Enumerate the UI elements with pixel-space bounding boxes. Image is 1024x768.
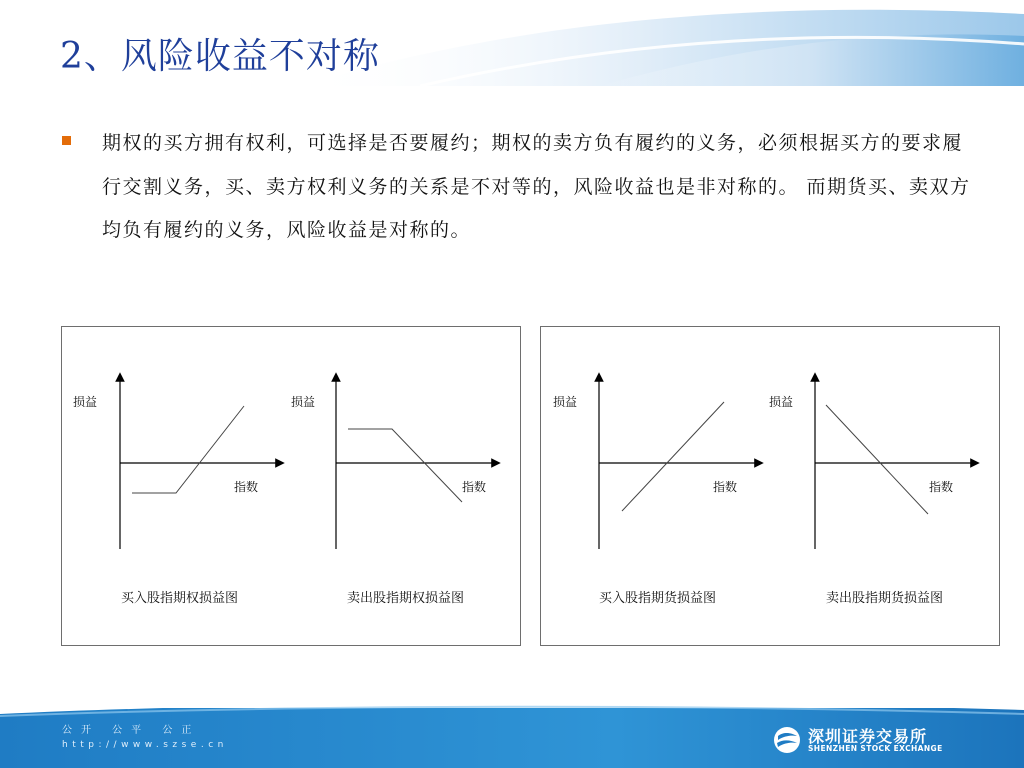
options-payoff-panel <box>61 326 521 646</box>
footer-url: http://www.szse.cn <box>62 740 228 750</box>
options-payoff-diagram <box>62 327 520 645</box>
buy-futures-chart <box>553 377 759 606</box>
futures-payoff-panel <box>540 326 1000 646</box>
slide-title: 2、风险收益不对称 <box>60 36 380 77</box>
sell-futures-chart <box>769 377 975 606</box>
payoff-line <box>622 402 724 511</box>
szse-logo-icon <box>772 725 802 755</box>
x-axis-label: 指数 <box>929 480 954 494</box>
y-axis-label: 损益 <box>291 395 316 409</box>
futures-payoff-diagram <box>541 327 999 645</box>
y-axis-label: 损益 <box>73 395 98 409</box>
body-paragraph: 期权的买方拥有权利，可选择是否要履约；期权的卖方负有履约的义务，必须根据买方的要求履行交割义务，买、卖方权利义务的关系是不对等的，风险收益也是非对称的。 而期货买、卖双方均负有履约的义务，风险收益是对称的。 <box>102 132 971 241</box>
payoff-line <box>826 405 928 514</box>
sell-option-chart <box>291 377 496 606</box>
logo-english-name: SHENZHEN STOCK EXCHANGE <box>808 744 943 753</box>
szse-logo <box>772 724 962 756</box>
footer-slogan: 公开 公平 公正 <box>62 725 201 736</box>
y-axis-label: 损益 <box>553 395 578 409</box>
buy-option-chart <box>73 377 280 606</box>
payoff-line <box>132 406 244 493</box>
chart-caption: 买入股指期货损益图 <box>599 591 717 606</box>
chart-caption: 卖出股指期货损益图 <box>826 591 944 606</box>
bullet-icon <box>62 136 71 145</box>
x-axis-label: 指数 <box>713 480 738 494</box>
logo-chinese-name: 深圳证券交易所 <box>808 727 928 746</box>
x-axis-label: 指数 <box>234 480 259 494</box>
chart-caption: 卖出股指期权损益图 <box>347 591 465 606</box>
y-axis-label: 损益 <box>769 395 794 409</box>
chart-caption: 买入股指期权损益图 <box>121 591 239 606</box>
payoff-line <box>348 429 462 502</box>
x-axis-label: 指数 <box>462 480 487 494</box>
